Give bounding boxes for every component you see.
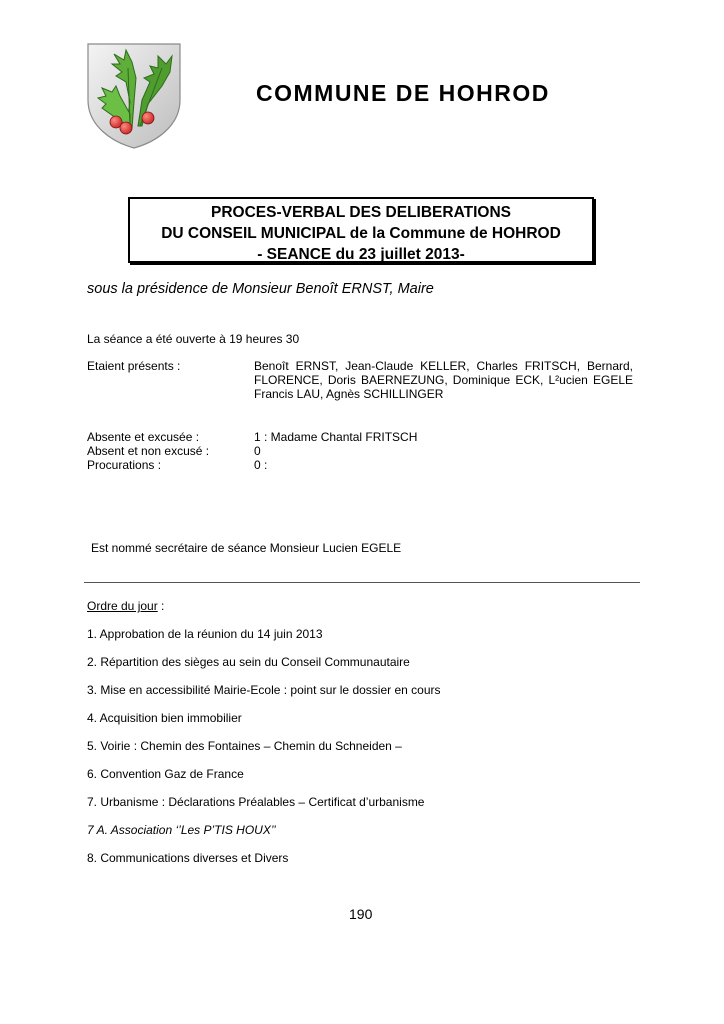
agenda-item-7a: 7 A. Association ‘’Les P’TIS HOUX’’ <box>87 823 276 837</box>
absente-excusee-value: 1 : Madame Chantal FRITSCH <box>254 430 418 444</box>
presents-line-3: Francis LAU, Agnès SCHILLINGER <box>254 387 444 401</box>
absent-non-excuse-value: 0 <box>254 444 261 458</box>
presents-line-2: FLORENCE, Doris BAERNEZUNG, Dominique ECK, L²ucien EGELE <box>254 373 633 387</box>
ordre-du-jour-heading-colon: : <box>157 599 165 613</box>
ordre-du-jour-heading <box>87 599 164 613</box>
agenda-item-8: 8. Communications diverses et Divers <box>87 851 289 865</box>
procurations-label: Procurations : <box>87 458 162 472</box>
ouverture-line: La séance a été ouverte à 19 heures 30 <box>87 332 300 346</box>
secretaire-line: Est nommé secrétaire de séance Monsieur Lucien EGELE <box>91 541 402 555</box>
ordre-du-jour-heading-text: Ordre du jour <box>87 599 158 613</box>
agenda-item-3: 3. Mise en accessibilité Mairie-Ecole : point sur le dossier en cours <box>87 683 441 697</box>
page-number: 190 <box>349 906 373 922</box>
proces-verbal-line-2: DU CONSEIL MUNICIPAL de la Commune de HOHROD <box>161 225 561 242</box>
absent-non-excuse-label: Absent et non excusé : <box>87 444 210 458</box>
presents-line-1: Benoît ERNST, Jean-Claude KELLER, Charles FRITSCH, Bernard, <box>254 359 633 373</box>
presidence-line: sous la présidence de Monsieur Benoît ERNST, Maire <box>87 281 434 297</box>
proces-verbal-title-box <box>128 197 594 263</box>
presents-label: Etaient présents : <box>87 359 181 373</box>
holly-crest-icon <box>86 42 182 150</box>
agenda-item-6: 6. Convention Gaz de France <box>87 767 244 781</box>
procurations-value: 0 : <box>254 458 268 472</box>
agenda-item-2: 2. Répartition des sièges au sein du Conseil Communautaire <box>87 655 410 669</box>
proces-verbal-line-3: - SEANCE du 23 juillet 2013- <box>257 246 465 263</box>
absente-excusee-label: Absente et excusée : <box>87 430 200 444</box>
section-divider <box>84 582 640 583</box>
proces-verbal-line-1: PROCES-VERBAL DES DELIBERATIONS <box>211 204 511 221</box>
agenda-item-7: 7. Urbanisme : Déclarations Préalables – Certificat d’urbanisme <box>87 795 425 809</box>
agenda-item-1: 1. Approbation de la réunion du 14 juin 2013 <box>87 627 323 641</box>
commune-title: COMMUNE DE HOHROD <box>256 80 550 106</box>
agenda-item-4: 4. Acquisition bien immobilier <box>87 711 242 725</box>
agenda-item-5: 5. Voirie : Chemin des Fontaines – Chemin du Schneiden – <box>87 739 402 753</box>
presents-list <box>254 359 633 401</box>
